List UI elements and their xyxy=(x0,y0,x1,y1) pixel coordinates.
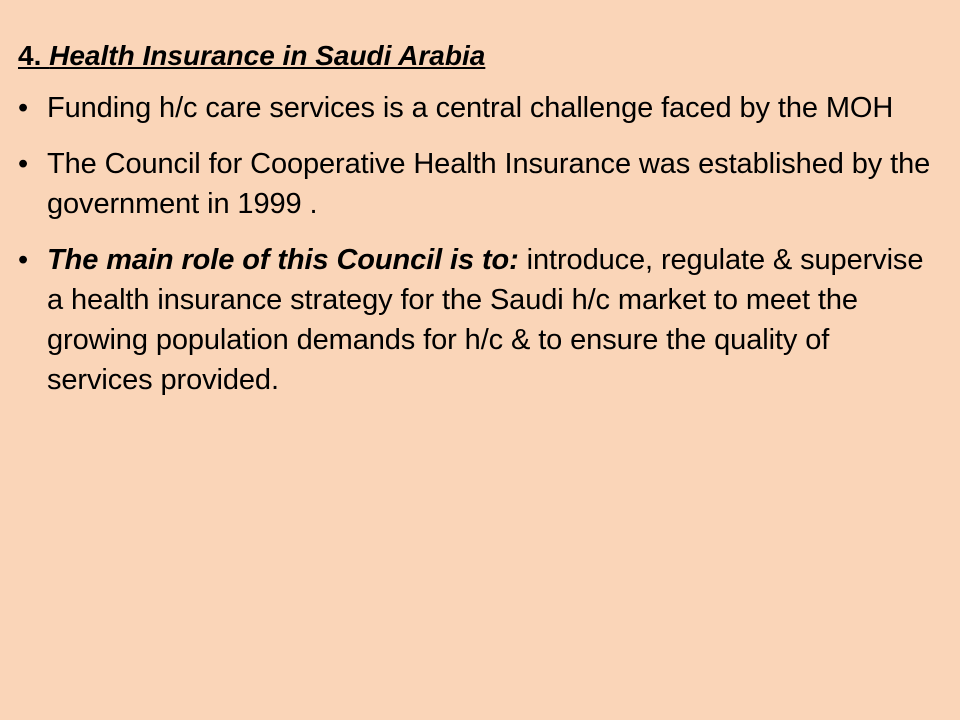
bullet-dot-icon: • xyxy=(18,244,29,276)
bullet-list xyxy=(18,88,942,400)
bullet-item-council xyxy=(18,144,942,224)
slide-heading xyxy=(18,36,942,76)
bullet-text: Funding h/c care services is a central challenge faced by the MOH xyxy=(47,92,894,124)
bullet-dot-icon: • xyxy=(18,92,29,124)
bullet-dot-icon: • xyxy=(18,148,29,180)
heading-title: Health Insurance in Saudi Arabia xyxy=(49,40,486,71)
bullet-text: introduce, regulate & supervise a health insurance strategy for the Saudi h/c market to meet the growing population demands for h/c & to ensure the quality of services provided. xyxy=(47,244,924,396)
heading-number: 4. xyxy=(18,40,50,71)
bullet-item-funding xyxy=(18,88,942,128)
bullet-text: The Council for Cooperative Health Insurance was established by the government in 1999 . xyxy=(47,148,931,220)
bullet-item-main-role xyxy=(18,240,942,400)
bullet-lead-text: The main role of this Council is to: xyxy=(47,244,519,276)
